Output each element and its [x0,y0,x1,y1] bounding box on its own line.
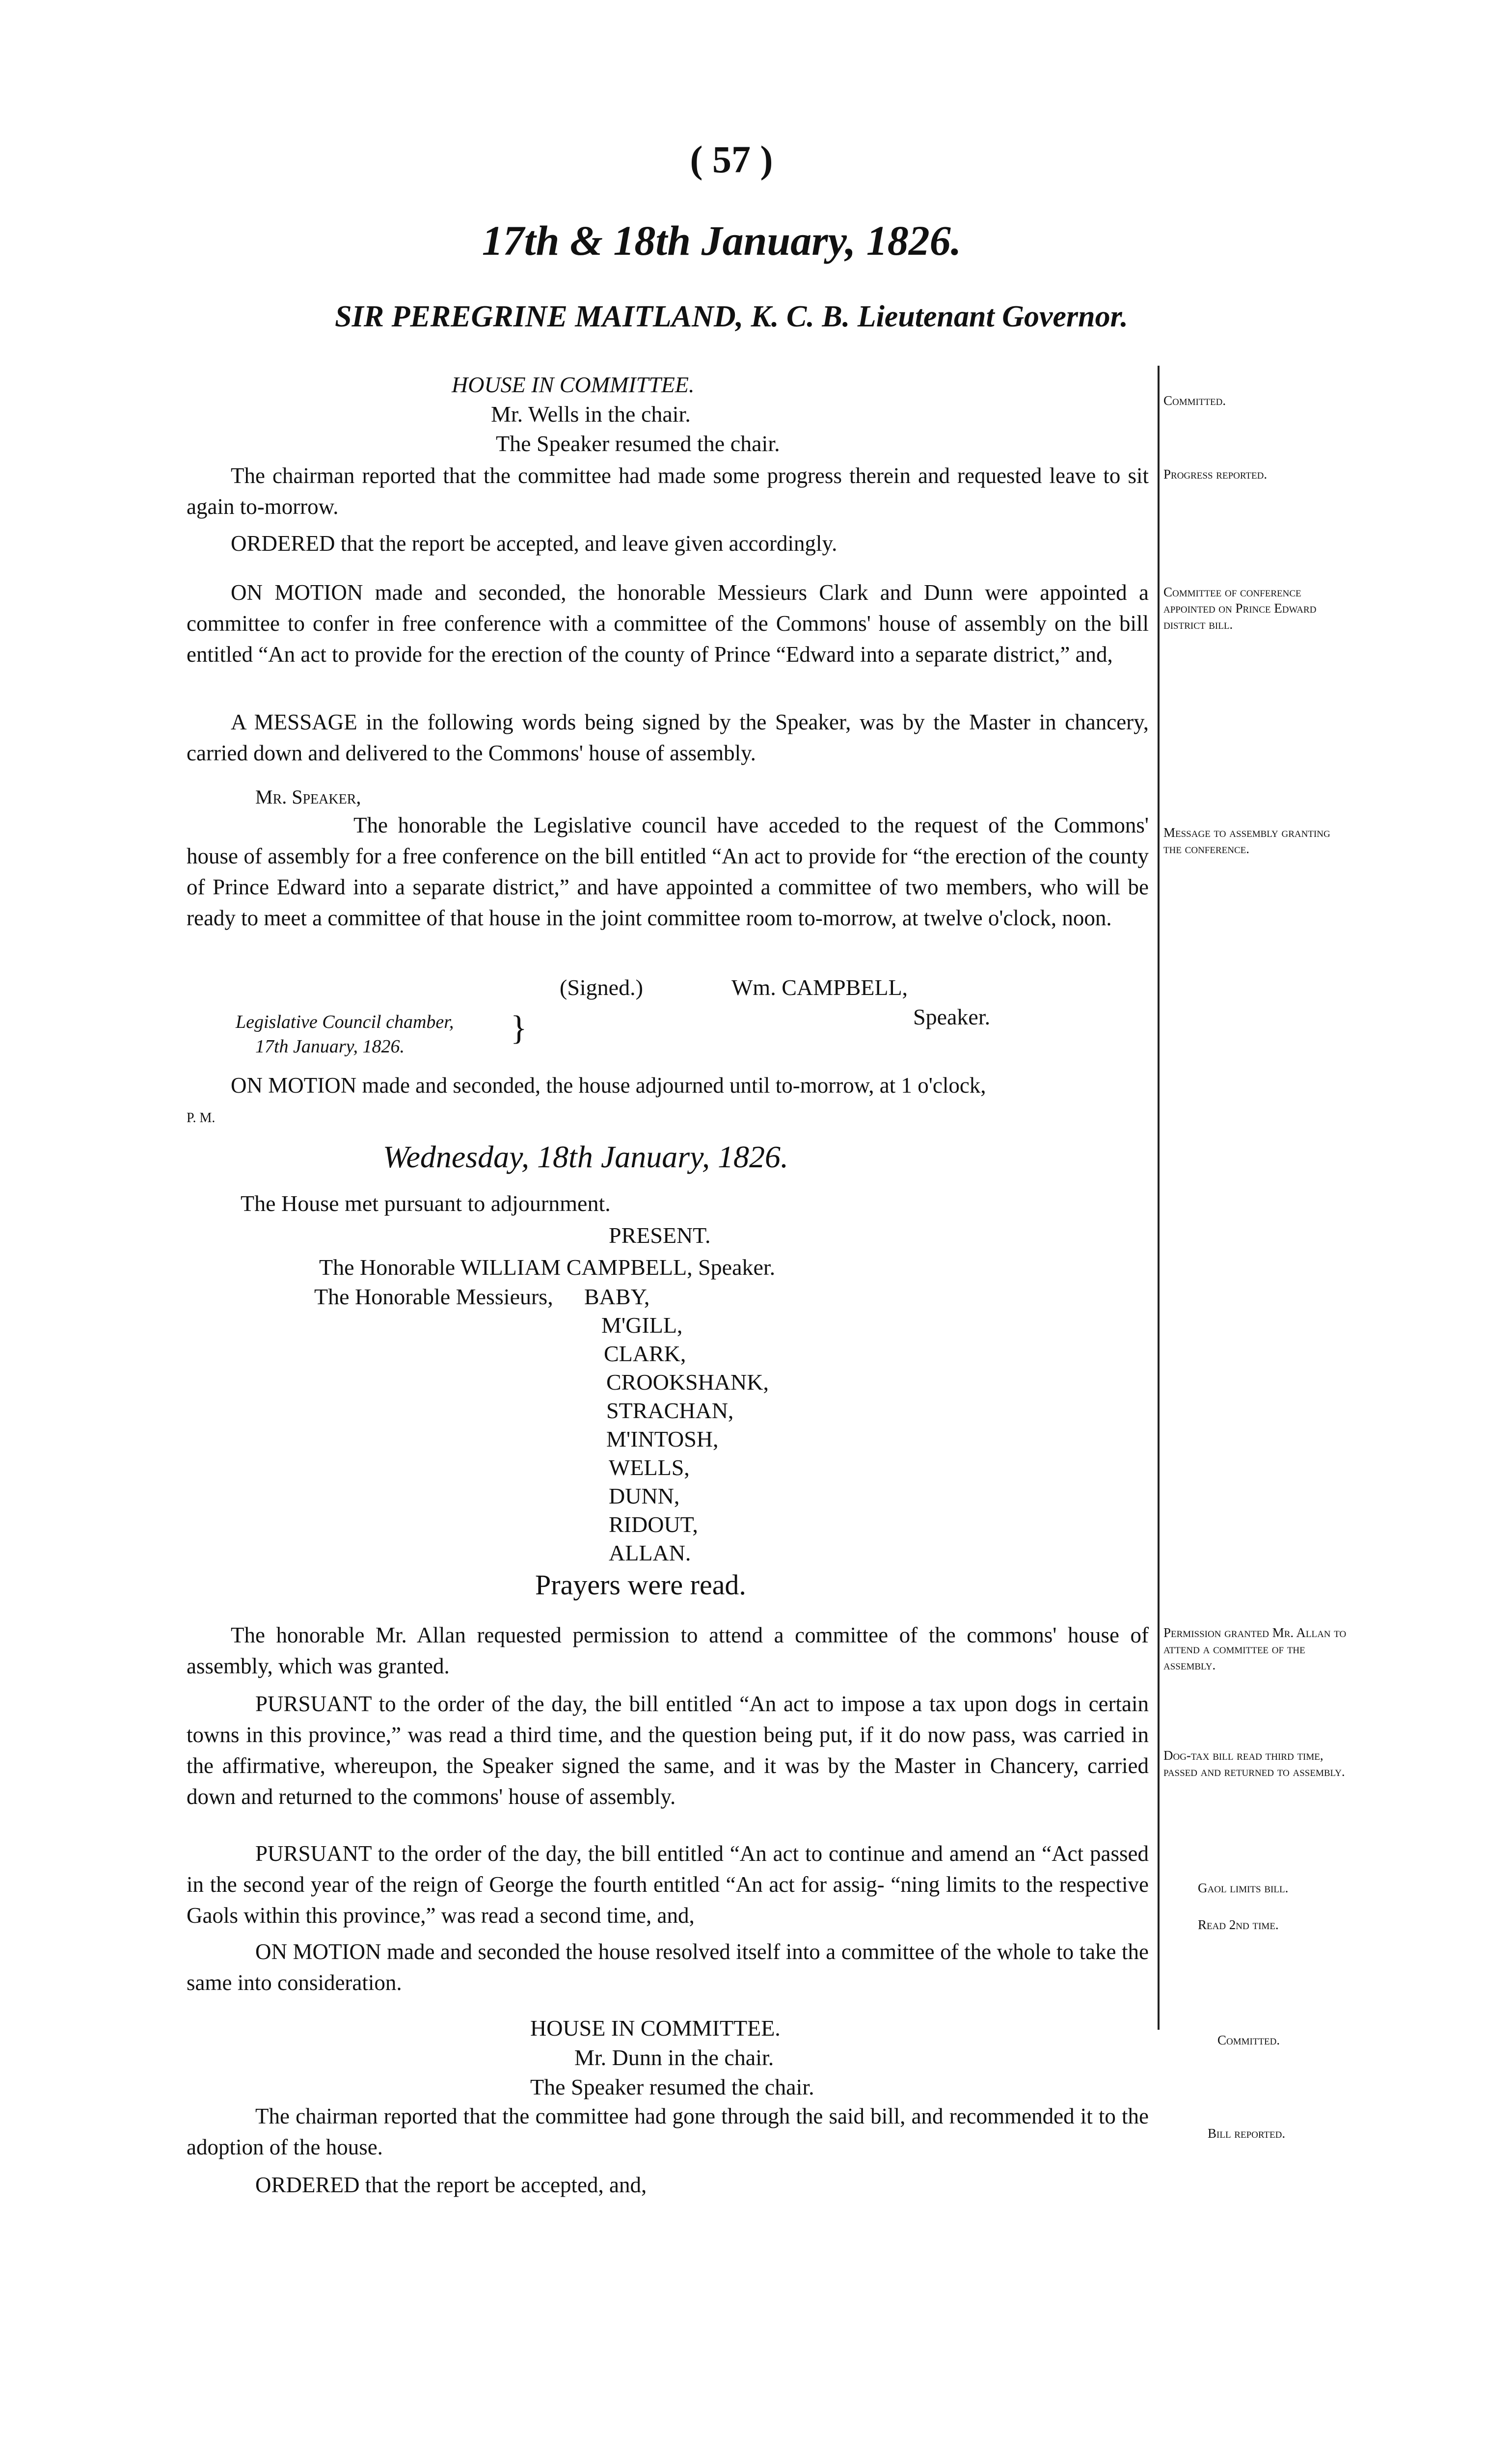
member-name: RIDOUT, [609,1512,698,1537]
page-number: ( 57 ) [690,138,773,181]
house-met: The House met pursuant to adjournment. [241,1191,611,1216]
member-name: BABY, [584,1284,650,1309]
member-name: CROOKSHANK, [606,1370,769,1395]
messieurs-prefix: The Honorable Messieurs, [314,1284,553,1309]
signer-title: Speaker. [913,1004,991,1029]
present-label: PRESENT. [609,1223,711,1248]
signer-name: Wm. CAMPBELL, [731,975,908,1000]
paragraph-letter: The honorable the Legislative council have acceded to the request of the Commons' house of assembly for a free conference on the bill entitled “An act to provide for “the erection of the county of Prince Edward into a separate district,” and have appointed a committee of two members, who will be ready to meet a committee of that house in the joint committee room to-morrow, at twelve o'clock, noon. [187,813,1149,930]
margin-note-progress: Progress reported. [1163,467,1268,482]
margin-note-permission: Permission granted Mr. Allan to attend a committee of the assembly. [1163,1625,1347,1672]
margin-note-message: Message to assembly granting the conference. [1163,825,1330,856]
margin-note-committed-2: Committed. [1217,2033,1280,2047]
place-line-1: Legislative Council chamber, [236,1012,454,1032]
member-name: CLARK, [604,1341,686,1366]
member-name: WELLS, [609,1455,690,1480]
member-name: ALLAN. [609,1540,691,1565]
member-name: M'GILL, [601,1313,683,1338]
paragraph-reported-2: The chairman reported that the committee had gone through the said bill, and recommended it to the adoption of the house. [187,2104,1149,2159]
member-name: DUNN, [609,1483,680,1508]
margin-note-committed: Committed. [1163,393,1226,408]
margin-note-gaol: Gaol limits bill. [1198,1881,1289,1895]
paragraph-motion2: ON MOTION made and seconded the house resolved itself into a committee of the whole to take the same into consideration. [187,1939,1149,1995]
chair-line-2: Mr. Dunn in the chair. [574,2045,774,2070]
chair-line: Mr. Wells in the chair. [491,402,691,427]
brace-icon: } [511,1009,527,1047]
speaker-line: The Honorable WILLIAM CAMPBELL, Speaker. [319,1255,776,1280]
paragraph-reported: The chairman reported that the committee had made some progress therein and requested leave to sit again to-morrow. [187,463,1149,519]
salutation: Mr. Speaker, [255,786,361,808]
margin-note-read2: Read 2nd time. [1198,1917,1279,1932]
place-line-2: 17th January, 1826. [255,1036,405,1057]
paragraph-permission: The honorable Mr. Allan requested permission to attend a committee of the commons' house of assembly, which was granted. [187,1623,1149,1678]
committee-heading-2: HOUSE IN COMMITTEE. [530,2016,781,2041]
paragraph-ordered: ORDERED that the report be accepted, and leave given accordingly. [231,531,837,556]
paragraph-dogtax: PURSUANT to the order of the day, the bill entitled “An act to impose a tax upon dogs in certain towns in this province,” was read a third time, and the question being put, if it do now pass, was carried in the affirmative, whereupon, the Speaker signed the same, and it was by the Master in Chancery, carried down and returned to the commons' house of assembly. [187,1692,1149,1809]
member-name: M'INTOSH, [606,1426,719,1452]
committee-heading: HOUSE IN COMMITTEE. [452,372,695,397]
paragraph-adjourn: ON MOTION made and seconded, the house adjourned until to-morrow, at 1 o'clock, [231,1073,986,1098]
paragraph-ordered-2: ORDERED that the report be accepted, and, [255,2173,647,2197]
member-name: STRACHAN, [606,1398,734,1423]
pm-label: P. M. [187,1110,216,1126]
margin-note-bill-reported: Bill reported. [1208,2126,1286,2141]
margin-note-dogtax: Dog-tax bill read third time, passed and returned to assembly. [1163,1748,1345,1779]
margin-rule [1158,366,1160,2030]
paragraph-motion: ON MOTION made and seconded, the honorable Messieurs Clark and Dunn were appointed a committee to confer in free conference with a committee of the Commons' house of assembly on the bill entitled “An act to provide for the erection of the county of Prince “Edward into a separate district,” and, [187,580,1149,667]
resumed-line-2: The Speaker resumed the chair. [530,2074,814,2099]
margin-note-conference: Committee of conference appointed on Prince Edward district bill. [1163,585,1317,632]
resumed-line: The Speaker resumed the chair. [496,431,780,456]
date-heading: 17th & 18th January, 1826. [482,217,962,264]
governor-line: SIR PEREGRINE MAITLAND, K. C. B. Lieutenant Governor. [335,300,1128,333]
paragraph-message: A MESSAGE in the following words being signed by the Speaker, was by the Master in chancery, carried down and delivered to the Commons' house of assembly. [187,710,1149,765]
day-heading: Wednesday, 18th January, 1826. [383,1139,788,1174]
prayers-heading: Prayers were read. [535,1569,746,1601]
paragraph-gaol: PURSUANT to the order of the day, the bill entitled “An act to continue and amend an “Act passed in the second year of the reign of George the fourth entitled “An act for assig- “ning limits to the respective Gaols within this province,” was read a second time, and, [187,1841,1149,1928]
signed-label: (Signed.) [560,975,643,1000]
